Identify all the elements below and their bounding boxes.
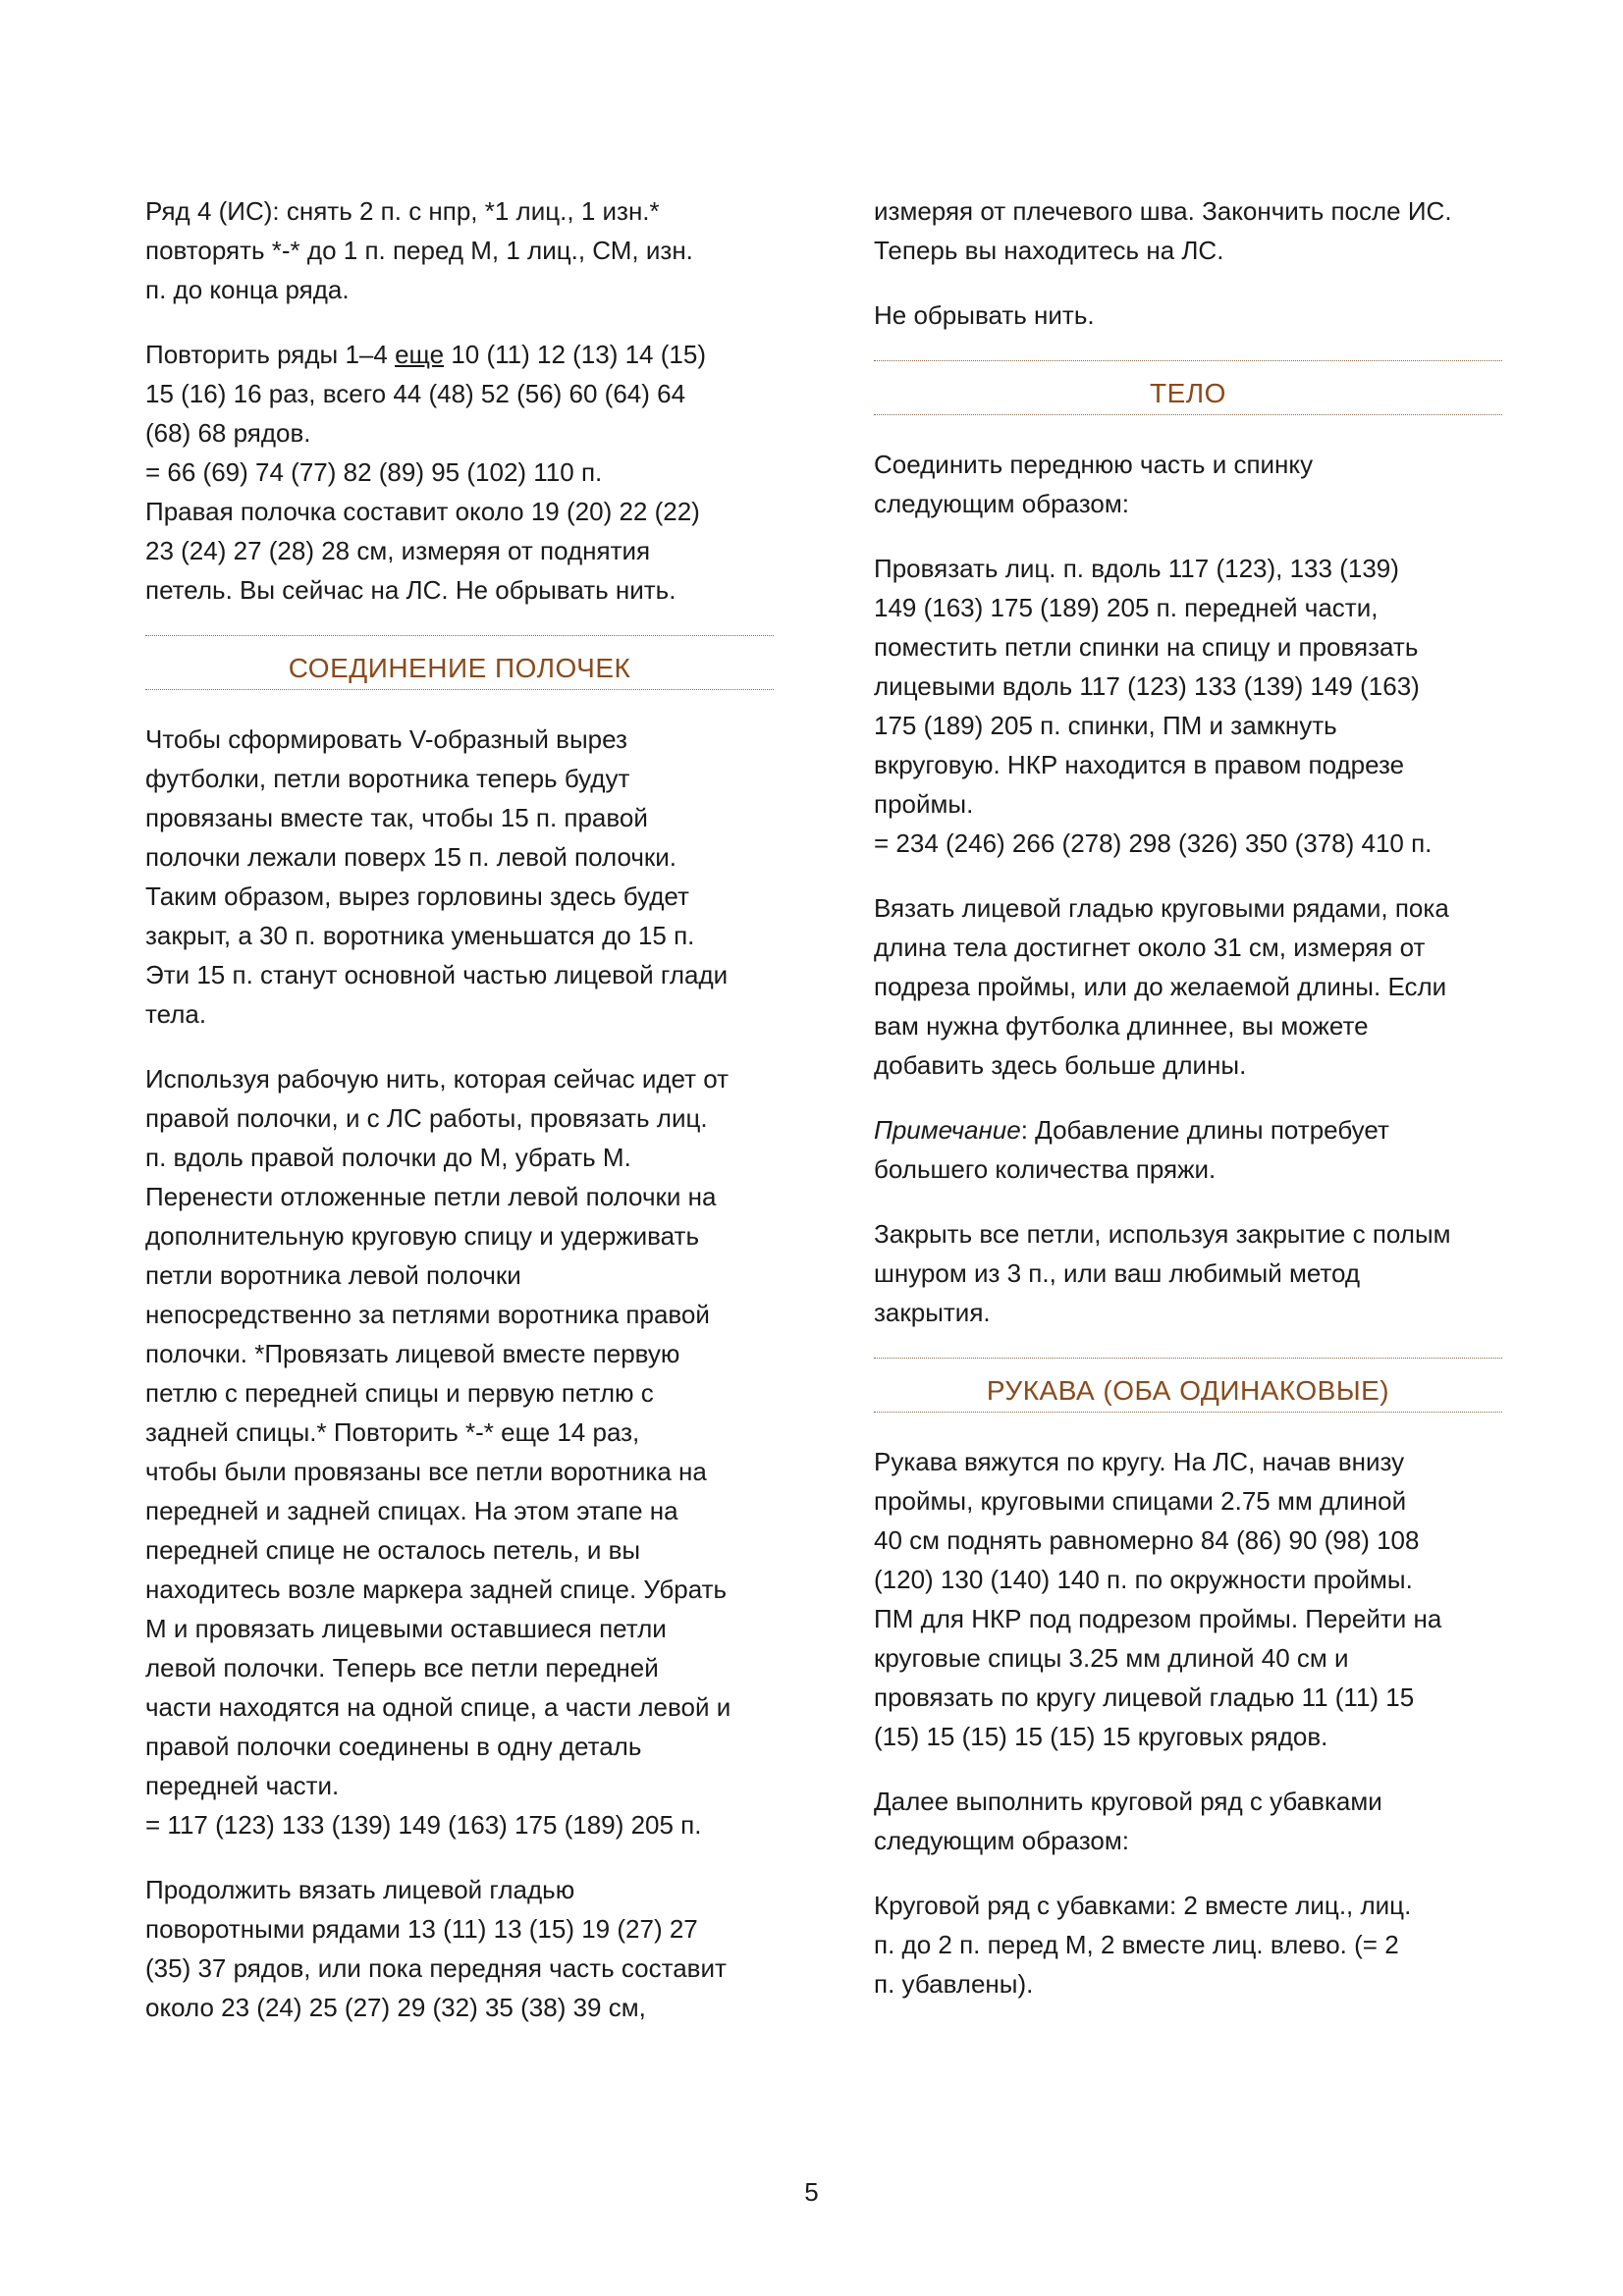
note-label: Примечание xyxy=(874,1115,1021,1145)
do-not-cut-yarn-paragraph: Не обрывать нить. xyxy=(874,300,1095,330)
decrease-round-intro-paragraph: Далее выполнить круговой ряд с убавками следующим образом: xyxy=(874,1787,1382,1855)
section-heading-joining-fronts: СОЕДИНЕНИЕ ПОЛОЧЕК xyxy=(145,635,774,690)
section-heading-sleeves: РУКАВА (ОБА ОДИНАКОВЫЕ) xyxy=(874,1358,1502,1413)
knit-across-paragraph: Провязать лиц. п. вдоль 117 (123), 133 (139) 149 (163) 175 (189) 205 п. передней части, поместить петли спинки на спицу и провязать лицевыми вдоль 117 (123) 133 (139) 149 (163) 175 (189) 205 п. спинки, ПМ и замкнуть вкруговую. НКР находится в правом подрезе проймы. = 234 (246) 266 (278) 298 (326) 350 (378) 410 п. xyxy=(874,554,1433,858)
sleeves-paragraph: Рукава вяжутся по кругу. На ЛС, начав внизу проймы, круговыми спицами 2.75 мм длиной 40 см поднять равномерно 84 (86) 90 (98) 108 (120) 130 (140) 140 п. по окружности проймы. ПМ для НКР под подрезом проймы. Перейти на круговые спицы 3.25 мм длиной 40 см и провязать по кругу лицевой гладью 11 (11) 15 (15) 15 (15) 15 (15) 15 круговых рядов. xyxy=(874,1447,1442,1751)
measure-from-shoulder-paragraph: измеряя от плечевого шва. Закончить после ИС. Теперь вы находитесь на ЛС. xyxy=(874,196,1452,265)
underlined-word: еще xyxy=(395,340,445,369)
continue-knitting-paragraph: Продолжить вязать лицевой гладью поворотными рядами 13 (11) 13 (15) 19 (27) 27 (35) 37 рядов, или пока передняя часть составит около 23 (24) 25 (27) 29 (32) 35 (38) 39 см, xyxy=(145,1875,727,2022)
note-text: : Добавление длины потребует большего количества пряжи. xyxy=(874,1115,1389,1184)
joining-instructions-paragraph: Используя рабочую нить, которая сейчас идет от правой полочки, и с ЛС работы, провязать лиц. п. вдоль правой полочки до М, убрать М. Перенести отложенные петли левой полочки на дополнительную круговую спицу и удерживать петли воротника левой полочки непосредственно за петлями воротника правой полочки. *Провязать лицевой вместе первую петлю с передней спицы и первую петлю с задней спицы.* Повторить *-* еще 14 раз, чтобы были провязаны все петли воротника на передней и задней спицах. На этом этапе на передней спице не осталось петель, и вы находитесь возле маркера задней спице. Убрать М и провязать лицевыми оставшиеся петли левой полочки. Теперь все петли передней части находятся на одной спице, а части левой и правой полочки соединены в одну деталь передней части. = 117 (123) 133 (139) 149 (163) 175 (189) 205 п. xyxy=(145,1064,731,1840)
row4-instructions: Ряд 4 (ИС): снять 2 п. с нпр, *1 лиц., 1 изн.* повторять *-* до 1 п. перед М, 1 лиц., СМ, изн. п. до конца ряда. xyxy=(145,196,693,304)
body-length-paragraph: Вязать лицевой гладью круговыми рядами, пока длина тела достигнет около 31 см, измеряя от подреза проймы, или до желаемой длины. Если вам нужна футболка длиннее, вы можете добавить здесь больше длины. xyxy=(874,893,1449,1080)
decrease-round-paragraph: Круговой ряд с убавками: 2 вместе лиц., лиц. п. до 2 п. перед М, 2 вместе лиц. влево. (= 2 п. убавлены). xyxy=(874,1891,1412,1999)
repeat-rows-paragraph xyxy=(145,335,774,610)
left-column xyxy=(145,191,774,2027)
v-neck-paragraph: Чтобы сформировать V-образный вырез футболки, петли воротника теперь будут провязаны вместе так, чтобы 15 п. правой полочки лежали поверх 15 п. левой полочки. Таким образом, вырез горловины здесь будет закрыт, а 30 п. воротника уменьшатся до 15 п. Эти 15 п. станут основной частью лицевой глади тела. xyxy=(145,724,729,1029)
right-column xyxy=(874,191,1502,2029)
note-paragraph xyxy=(874,1110,1502,1189)
page-number: 5 xyxy=(804,2177,819,2207)
section-heading-body: ТЕЛО xyxy=(874,360,1502,415)
repeat-rows-text-start: Повторить ряды 1–4 xyxy=(145,340,396,369)
repeat-rows-text-end: 10 (11) 12 (13) 14 (15) 15 (16) 16 раз, всего 44 (48) 52 (56) 60 (64) 64 (68) 68 рядов. = 66 (69) 74 (77) 82 (89) 95 (102) 110 п. Правая полочка составит около 19 (20) 22 (22) 23 (24) 27 (28) 28 см, измеряя от поднятия петель. Вы сейчас на ЛС. Не обрывать нить. xyxy=(145,340,706,605)
join-front-back-paragraph: Соединить переднюю часть и спинку следующим образом: xyxy=(874,450,1314,518)
bind-off-paragraph: Закрыть все петли, используя закрытие с полым шнуром из 3 п., или ваш любимый метод закрытия. xyxy=(874,1219,1451,1327)
